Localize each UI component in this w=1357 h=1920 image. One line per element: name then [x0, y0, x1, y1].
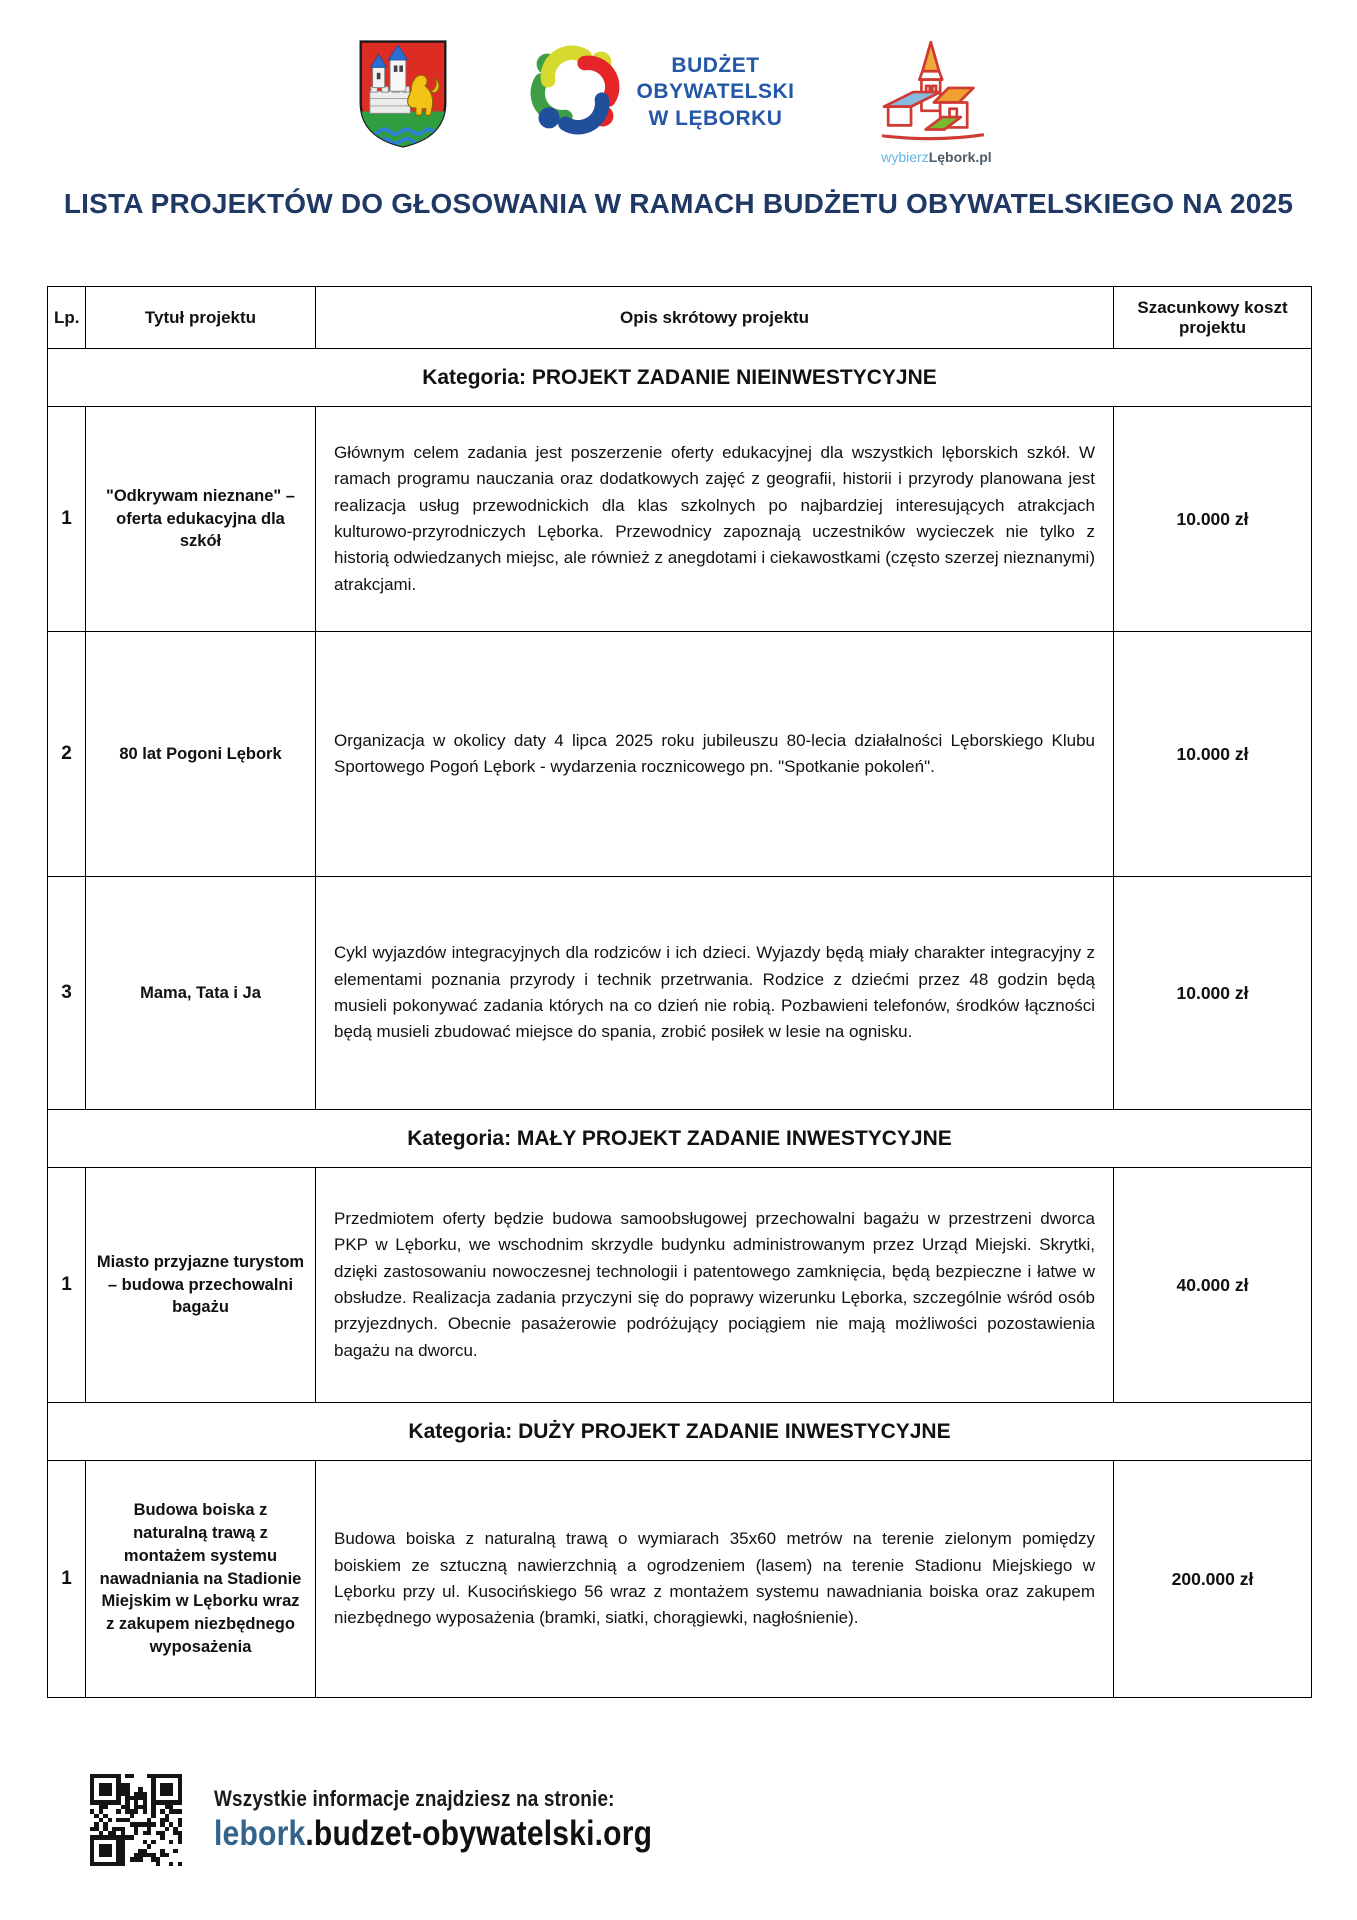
category-header: Kategoria: PROJEKT ZADANIE NIEINWESTYCYJNE	[48, 349, 1312, 407]
footer-url-highlight: lebork	[214, 1814, 306, 1854]
row-number: 2	[48, 632, 86, 877]
project-description: Przedmiotem oferty będzie budowa samoobsługowej przechowalni bagażu w przestrzeni dworca PKP w Lęborku, we wschodnim skrzydle budynku administrowanym przez Urząd Miejski. Skrytki, dzięki zastosowaniu nowoczesnej technologii i patentowego zamknięcia, będą bezpieczne i łatwe w obsłudze. Realizacja zadania przyczyni się do poprawy wizerunku Lęborka, szczególnie wśród osób przyjezdnych. Obecnie pasażerowie podróżujący pociągiem nie mają możliwości pozostawienia bagażu na dworcu.	[316, 1168, 1114, 1403]
table-row	[48, 1168, 1312, 1403]
footer-info-label: Wszystkie informacje znajdziesz na stronie:	[214, 1786, 615, 1812]
project-title: Miasto przyjazne turystom – budowa przechowalni bagażu	[86, 1168, 316, 1403]
project-title: Budowa boiska z naturalną trawą z montażem systemu nawadniania na Stadionie Miejskim w Lęborku wraz z zakupem niezbędnego wyposażenia	[86, 1461, 316, 1698]
project-cost: 40.000 zł	[1114, 1168, 1312, 1403]
wybierz-lebork-icon	[872, 38, 1000, 147]
project-cost: 10.000 zł	[1114, 877, 1312, 1110]
project-cost: 10.000 zł	[1114, 632, 1312, 877]
wybierz-lebork-wordmark	[881, 149, 991, 165]
footer-url-rest: .budzet-obywatelski.org	[305, 1814, 653, 1854]
col-header-lp: Lp.	[48, 287, 86, 349]
project-title: 80 lat Pogoni Lębork	[86, 632, 316, 877]
lebork-coat-of-arms-icon	[357, 36, 449, 152]
col-header-cost: Szacunkowy koszt projektu	[1114, 287, 1312, 349]
row-number: 1	[48, 407, 86, 632]
wybierz-text: wybierz	[881, 149, 929, 165]
category-row-big-invest	[48, 1403, 1312, 1461]
table-row	[48, 407, 1312, 632]
category-row-noninvest	[48, 349, 1312, 407]
project-description: Budowa boiska z naturalną trawą o wymiarach 35x60 metrów na terenie zielonym pomiędzy boiskiem ze sztuczną nawierzchnią a ogrodzeniem (lasem) na terenie Stadionu Miejskiego w Lęborku przy ul. Kusocińskiego 56 wraz z montażem systemu nawadniania boiska oraz zakupem niezbędnego wyposażenia (bramki, siatki, chorągiewki, nagłośnienie).	[316, 1461, 1114, 1698]
wybierz-lebork-logo	[872, 38, 1000, 165]
col-header-title: Tytuł projektu	[86, 287, 316, 349]
table-row	[48, 877, 1312, 1110]
qr-code	[88, 1772, 184, 1868]
budzet-obywatelski-wordmark	[637, 53, 795, 132]
table-header-row	[48, 287, 1312, 349]
project-description: Głównym celem zadania jest poszerzenie oferty edukacyjnej dla wszystkich lęborskich szkół. W ramach programu nauczania oraz dodatkowych zajęć z geografii, historii i przyrody planowana jest realizacja usług przewodnickich dla klas szkolnych po najbardziej interesujących atrakcjach kulturowo-przyrodniczych Lęborka. Przewodnicy zapoznają uczestników wycieczek nie tylko z historią odwiedzanych miejsc, ale również z anegdotami i ciekawostkami (często szerzej nieznanymi) atrakcjami.	[316, 407, 1114, 632]
project-description: Cykl wyjazdów integracyjnych dla rodziców i ich dzieci. Wyjazdy będą miały charakter integracyjny z elementami poznania przyrody i technik przetrwania. Rodzice z dziećmi przez 48 godzin będą musieli pokonywać zadania których na co dzień nie robią. Pozbawieni telefonów, środków łączności będą musieli zbudować miejsce do spania, zrobić posiłek w lesie na ognisku.	[316, 877, 1114, 1110]
header-logos	[0, 0, 1357, 165]
bo-logo-line1: BUDŻET	[671, 54, 760, 78]
project-title: Mama, Tata i Ja	[86, 877, 316, 1110]
bo-logo-line3: W LĘBORKU	[648, 106, 783, 130]
footer	[88, 1772, 1357, 1868]
budzet-obywatelski-icon	[527, 42, 623, 143]
table-row	[48, 632, 1312, 877]
lebork-pl-text: Lębork.pl	[928, 149, 992, 165]
project-title: "Odkrywam nieznane" – oferta edukacyjna dla szkół	[86, 407, 316, 632]
category-row-small-invest	[48, 1110, 1312, 1168]
col-header-description: Opis skrótowy projektu	[316, 287, 1114, 349]
row-number: 1	[48, 1461, 86, 1698]
page-title: LISTA PROJEKTÓW DO GŁOSOWANIA W RAMACH BUDŻETU OBYWATELSKIEGO NA 2025	[63, 188, 1294, 219]
footer-text	[214, 1786, 652, 1854]
bo-logo-line2: OBYWATELSKI	[636, 80, 795, 104]
category-header: Kategoria: MAŁY PROJEKT ZADANIE INWESTYCYJNE	[48, 1110, 1312, 1168]
project-cost: 200.000 zł	[1114, 1461, 1312, 1698]
budzet-obywatelski-logo	[527, 42, 795, 143]
projects-table	[47, 286, 1312, 1698]
table-row	[48, 1461, 1312, 1698]
footer-url	[214, 1814, 652, 1854]
row-number: 1	[48, 1168, 86, 1403]
category-header: Kategoria: DUŻY PROJEKT ZADANIE INWESTYCYJNE	[48, 1403, 1312, 1461]
row-number: 3	[48, 877, 86, 1110]
project-cost: 10.000 zł	[1114, 407, 1312, 632]
project-description: Organizacja w okolicy daty 4 lipca 2025 roku jubileuszu 80-lecia działalności Lęborskiego Klubu Sportowego Pogoń Lębork - wydarzenia rocznicowego pn. "Spotkanie pokoleń".	[316, 632, 1114, 877]
